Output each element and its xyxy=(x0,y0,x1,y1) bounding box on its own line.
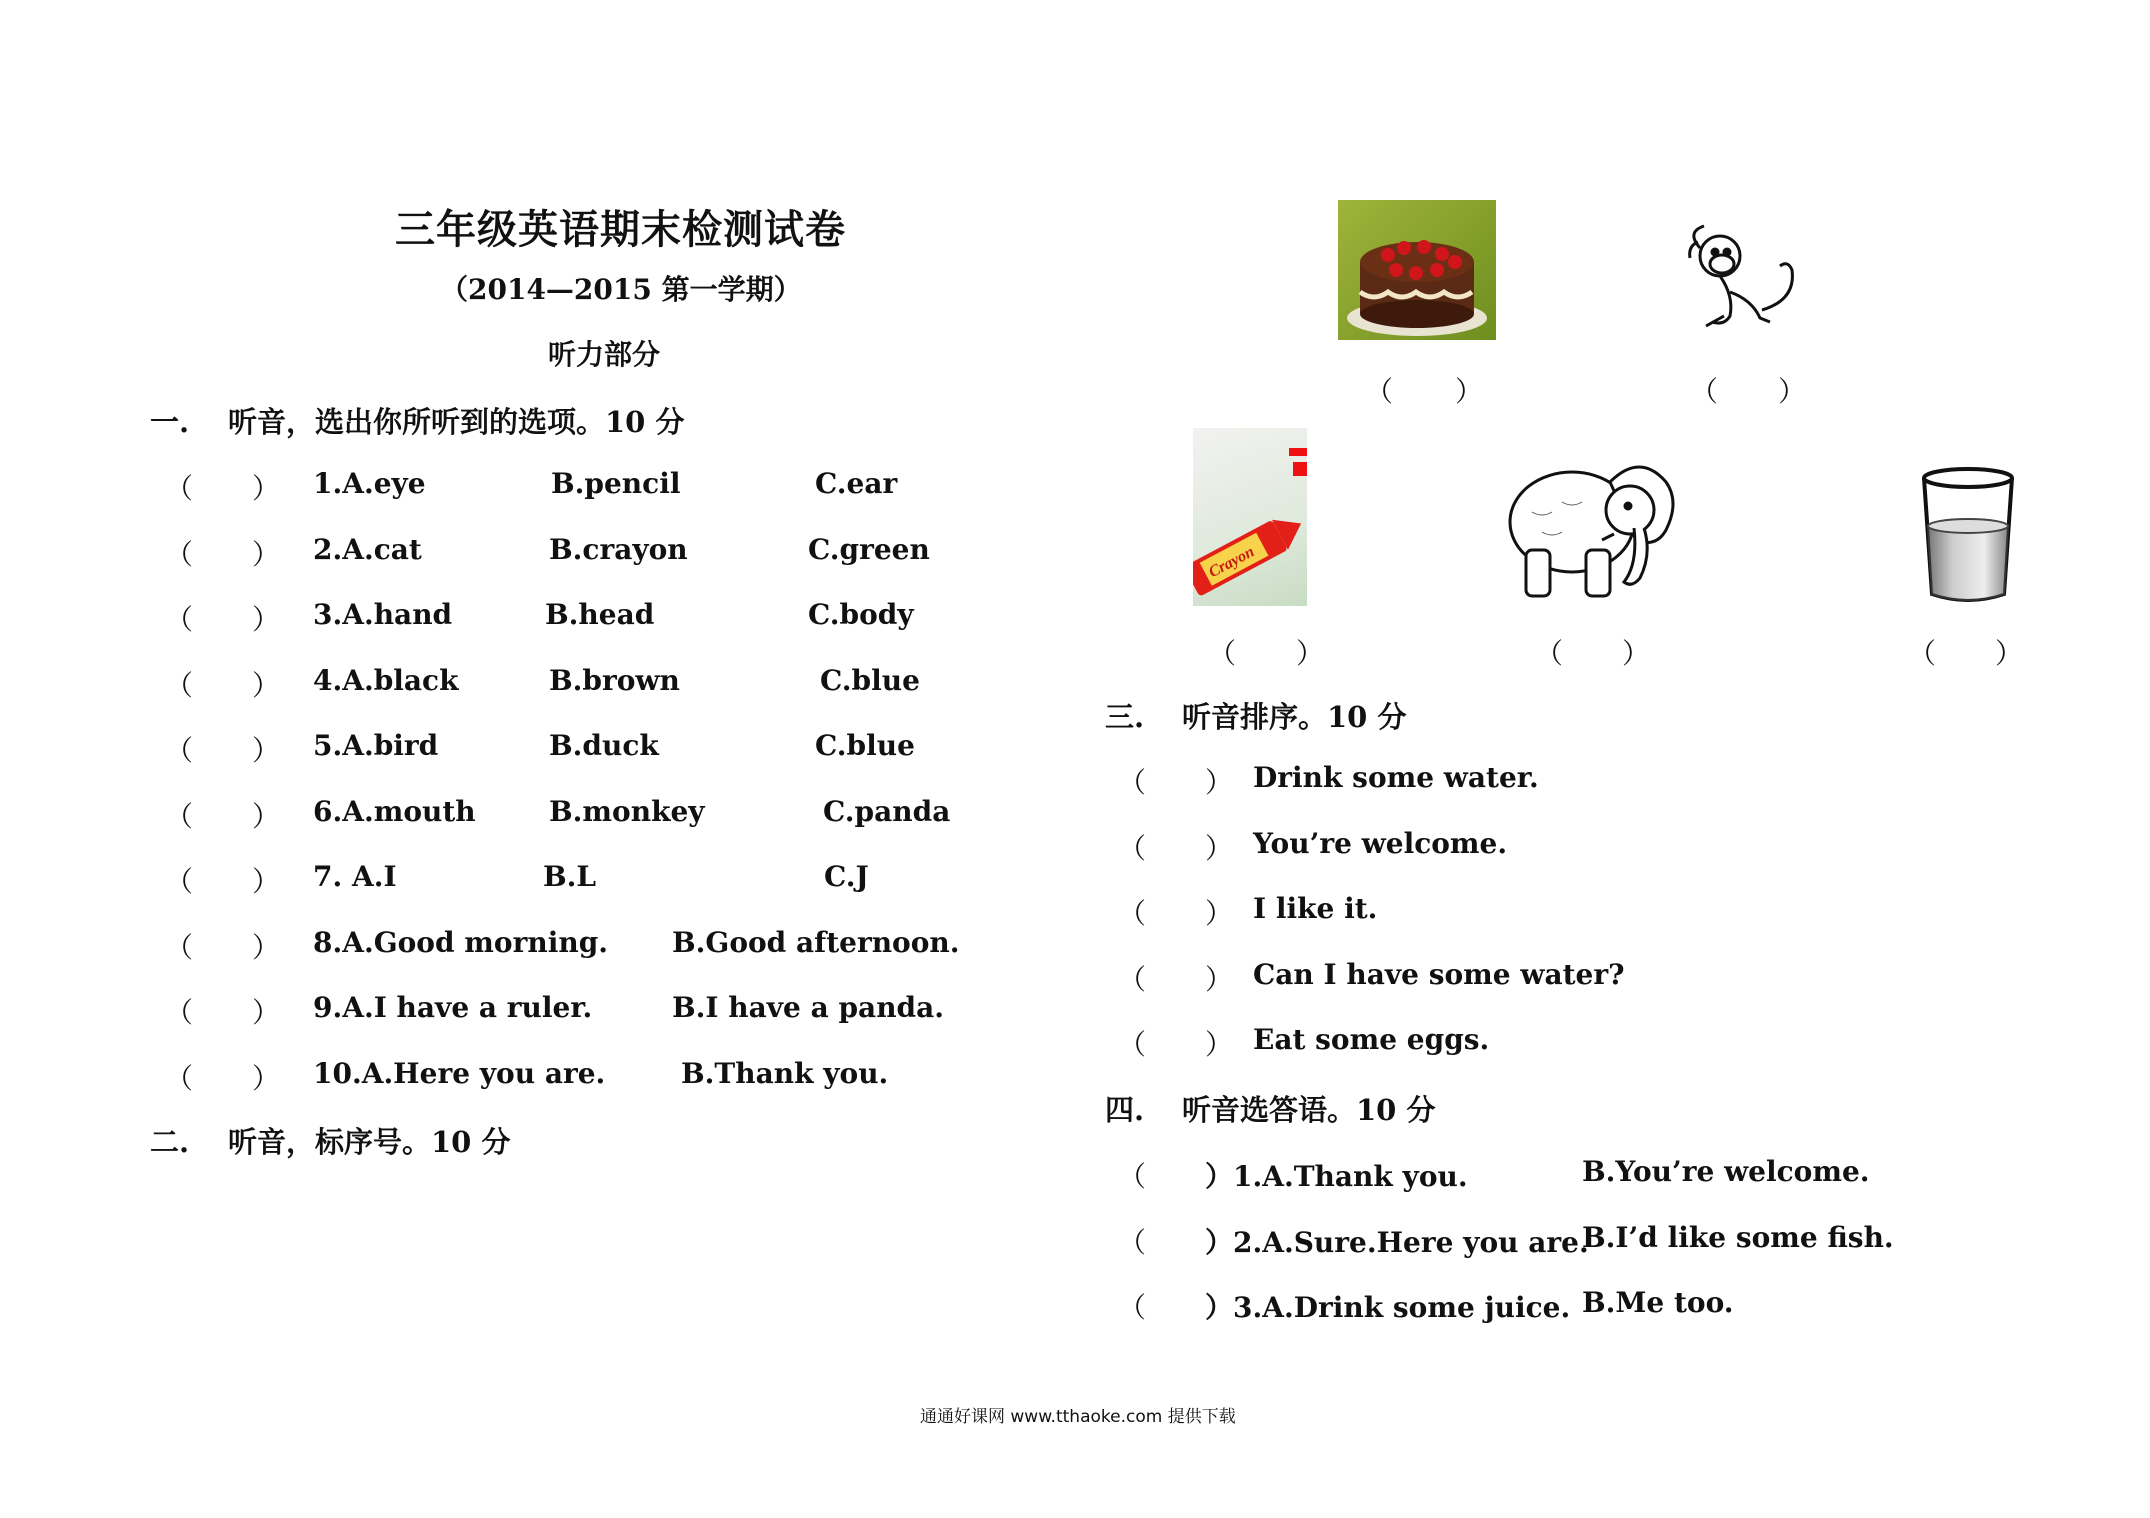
q4-paren-open: （ xyxy=(1118,1160,1147,1193)
q3-paren-close: ） xyxy=(1205,962,1234,996)
q1-option-b: B.I have a panda. xyxy=(672,991,945,1024)
glass-picture xyxy=(1918,466,2018,606)
q1-option-a: 4.A.black xyxy=(313,663,459,697)
q3-paren-close: ） xyxy=(1205,766,1234,799)
crayon-paren-close: ） xyxy=(1296,637,1325,670)
elephant-picture xyxy=(1502,452,1682,604)
section-4-number: 四. xyxy=(1105,1093,1145,1127)
q1-option-c: C.blue xyxy=(815,729,915,762)
section-2-number: 二. xyxy=(150,1125,190,1159)
q1-option-c: C.panda xyxy=(823,794,951,828)
elephant-paren-close: ） xyxy=(1622,637,1651,670)
q1-paren-close: ） xyxy=(252,537,281,571)
q1-paren-open: （ xyxy=(165,472,194,505)
section-3-number: 三. xyxy=(1105,700,1145,734)
section-3-heading: 听音排序。10 分 xyxy=(1182,700,1407,734)
q3-sentence: You’re welcome. xyxy=(1253,826,1508,860)
q3-paren-open: （ xyxy=(1118,831,1147,865)
svg-text:Crayon: Crayon xyxy=(1206,543,1258,582)
q1-option-a: 8.A.Good morning. xyxy=(313,925,609,959)
page-subtitle: （2014—2015 第一学期） xyxy=(440,273,802,306)
q1-paren-close: ） xyxy=(252,1061,281,1095)
q1-option-a: 10.A.Here you are. xyxy=(313,1056,606,1090)
q1-option-c: C.J xyxy=(824,860,869,893)
q3-sentence: Drink some water. xyxy=(1253,761,1539,794)
q1-option-b: B.Good afternoon. xyxy=(672,925,960,959)
q1-option-b: B.Thank you. xyxy=(681,1056,889,1090)
cake-picture xyxy=(1338,200,1496,340)
q1-paren-close: ） xyxy=(252,799,281,833)
q1-option-b: B.brown xyxy=(549,663,680,697)
cake-paren-open: （ xyxy=(1365,375,1394,408)
q1-paren-close: ） xyxy=(252,472,281,505)
q1-paren-close: ） xyxy=(252,996,281,1029)
q4-option-b: B.You’re welcome. xyxy=(1582,1155,1870,1188)
q4-option-a: ）1.A.Thank you. xyxy=(1205,1160,1468,1193)
crayon-picture xyxy=(1193,428,1307,606)
q1-paren-close: ） xyxy=(252,734,281,767)
q1-paren-close: ） xyxy=(252,603,281,636)
q1-option-c: C.green xyxy=(808,532,930,566)
q1-option-a: 1.A.eye xyxy=(313,467,426,500)
monkey-paren-open: （ xyxy=(1690,375,1719,408)
q1-paren-close: ） xyxy=(252,930,281,964)
monkey-paren-close: ） xyxy=(1778,375,1807,408)
q3-paren-open: （ xyxy=(1118,1028,1147,1061)
q1-option-b: B.monkey xyxy=(549,794,705,828)
q1-paren-open: （ xyxy=(165,537,194,571)
page-title: 三年级英语期末检测试卷 xyxy=(395,206,846,253)
q4-option-a: ）2.A.Sure.Here you are. xyxy=(1205,1225,1589,1259)
q1-option-b: B.L xyxy=(543,860,597,893)
q1-option-a: 9.A.I have a ruler. xyxy=(313,991,593,1024)
q1-option-a: 5.A.bird xyxy=(313,729,439,762)
glass-paren-open: （ xyxy=(1908,637,1937,670)
q1-option-c: C.ear xyxy=(815,467,898,500)
monkey-icon xyxy=(1670,222,1810,340)
cake-icon xyxy=(1338,200,1496,340)
q1-option-a: 2.A.cat xyxy=(313,532,422,566)
crayon-paren-open: （ xyxy=(1208,637,1237,670)
q1-paren-open: （ xyxy=(165,1061,194,1095)
q3-sentence: Can I have some water? xyxy=(1253,957,1625,991)
q1-option-c: C.body xyxy=(808,598,914,631)
q3-sentence: Eat some eggs. xyxy=(1253,1023,1490,1056)
q3-paren-close: ） xyxy=(1205,1028,1234,1061)
q1-option-c: C.blue xyxy=(820,663,920,697)
cake-paren-close: ） xyxy=(1455,375,1484,408)
part-label: 听力部分 xyxy=(548,338,661,371)
section-4-heading: 听音选答语。10 分 xyxy=(1182,1093,1436,1127)
q1-paren-open: （ xyxy=(165,996,194,1029)
q1-paren-open: （ xyxy=(165,734,194,767)
glass-paren-close: ） xyxy=(1995,637,2024,670)
q1-option-b: B.duck xyxy=(549,729,659,762)
section-1-number: 一. xyxy=(150,405,190,439)
q3-paren-open: （ xyxy=(1118,766,1147,799)
q1-paren-close: ） xyxy=(252,668,281,702)
q1-paren-open: （ xyxy=(165,668,194,702)
elephant-icon xyxy=(1502,452,1682,604)
q3-paren-close: ） xyxy=(1205,897,1234,930)
q4-paren-open: （ xyxy=(1118,1291,1147,1324)
q3-sentence: I like it. xyxy=(1253,892,1378,925)
q1-option-b: B.crayon xyxy=(549,532,688,566)
q1-paren-close: ） xyxy=(252,865,281,898)
q3-paren-open: （ xyxy=(1118,897,1147,930)
q4-option-a: ）3.A.Drink some juice. xyxy=(1205,1291,1571,1324)
q1-option-a: 6.A.mouth xyxy=(313,794,476,828)
q4-paren-open: （ xyxy=(1118,1225,1147,1259)
q1-option-b: B.pencil xyxy=(551,467,681,500)
q1-paren-open: （ xyxy=(165,930,194,964)
q1-option-a: 7. A.I xyxy=(313,860,397,893)
elephant-paren-open: （ xyxy=(1535,637,1564,670)
q1-option-b: B.head xyxy=(545,598,655,631)
q1-paren-open: （ xyxy=(165,865,194,898)
crayon-icon xyxy=(1193,428,1307,606)
monkey-picture xyxy=(1670,222,1810,340)
q4-option-b: B.I’d like some fish. xyxy=(1582,1220,1894,1254)
section-1-heading: 听音，选出你所听到的选项。10 分 xyxy=(228,405,685,439)
q1-option-a: 3.A.hand xyxy=(313,598,453,631)
footer-credit: 通通好课网 www.tthaoke.com 提供下载 xyxy=(920,1407,1236,1427)
q1-paren-open: （ xyxy=(165,603,194,636)
q3-paren-open: （ xyxy=(1118,962,1147,996)
q1-paren-open: （ xyxy=(165,799,194,833)
glass-icon xyxy=(1918,466,2018,606)
section-2-heading: 听音，标序号。10 分 xyxy=(228,1125,511,1159)
q3-paren-close: ） xyxy=(1205,831,1234,865)
q4-option-b: B.Me too. xyxy=(1582,1286,1734,1319)
